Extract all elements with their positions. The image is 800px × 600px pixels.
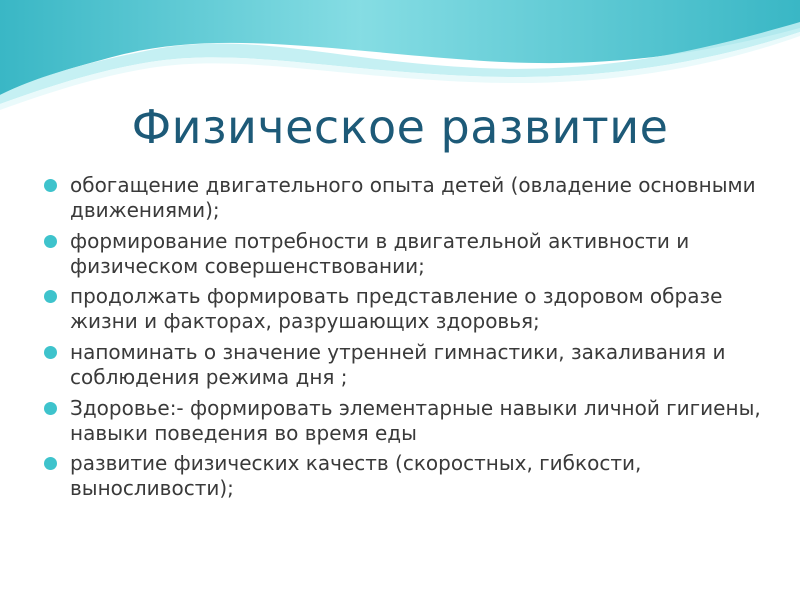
bullet-icon — [44, 179, 57, 192]
bullet-text: обогащение двигательного опыта детей (овладение основными движениями); — [70, 173, 756, 222]
bullet-text: развитие физических качеств (скоростных, гибкости, выносливости); — [70, 451, 642, 501]
list-item — [44, 229, 774, 279]
bullet-icon — [44, 346, 57, 359]
list-item — [44, 451, 774, 501]
bullet-icon — [44, 235, 57, 248]
bullet-text: продолжать формировать представление о здоровом образе жизни и факторах, разрушающих здоровья; — [70, 284, 723, 334]
bullet-icon — [44, 402, 57, 415]
list-item — [44, 284, 774, 334]
bullet-text: напоминать о значение утренней гимнастики, закаливания и соблюдения режима дня ; — [70, 340, 726, 390]
list-item — [44, 173, 774, 223]
decorative-wave-header — [0, 0, 800, 110]
bullet-text: Здоровье:- формировать элементарные навыки личной гигиены, навыки поведения во время еды — [70, 395, 761, 445]
bullet-list — [44, 173, 774, 507]
list-item — [44, 396, 774, 446]
slide-title: Физическое развитие — [131, 100, 669, 154]
bullet-icon — [44, 457, 57, 470]
bullet-text: формирование потребности в двигательной активности и физическом совершенствовании; — [70, 228, 690, 278]
bullet-icon — [44, 290, 57, 303]
list-item — [44, 340, 774, 390]
